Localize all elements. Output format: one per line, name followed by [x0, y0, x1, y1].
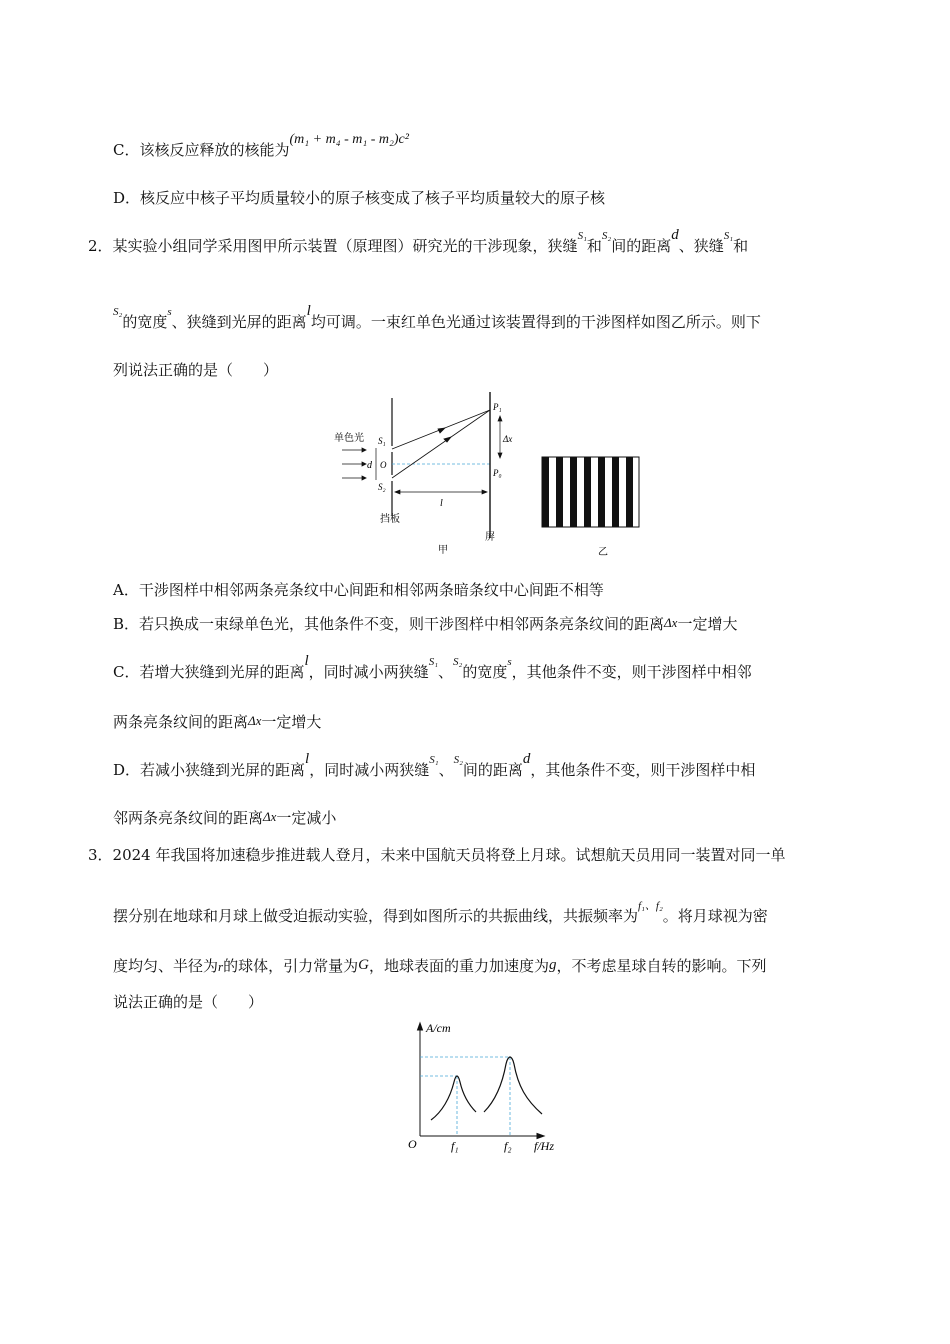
option-text: 、: [438, 761, 454, 779]
symbol-s2: S₂: [113, 306, 123, 318]
s2-label: S₂: [378, 482, 386, 492]
option-text: 核反应中核子平均质量较小的原子核变成了核子平均质量较大的原子核: [140, 189, 606, 207]
x-axis-label: f/Hz: [534, 1139, 555, 1153]
option-text: ，其他条件不变，则干涉图样中相: [530, 761, 756, 779]
stem-text: 2024 年我国将加速稳步推进载人登月，未来中国航天员将登上月球。试想航天员用同一装置对同一单: [112, 846, 786, 864]
stem-text: 和: [586, 237, 602, 255]
option-text: ，同时减小两狭缝: [309, 761, 430, 779]
symbol-d: d: [522, 751, 531, 767]
symbol-l: l: [304, 653, 309, 669]
symbol-s1: S₁: [428, 656, 439, 668]
dx-label: Δx: [503, 434, 513, 444]
q2-stem-line2: [113, 303, 761, 334]
option-text: 的宽度: [462, 663, 508, 681]
symbol-dx: Δx: [263, 809, 277, 824]
question-number: 2．: [88, 237, 113, 255]
stem-text: 、狭缝: [678, 237, 724, 255]
option-label: C．: [113, 663, 140, 681]
symbol-s: s: [507, 656, 512, 668]
q2-stem-line1: [88, 227, 749, 258]
light-label: 单色光: [334, 433, 364, 444]
stem-text: 说法正确的是（ ）: [113, 993, 264, 1011]
option-text: 一定减小: [276, 809, 337, 827]
p1-label: P₁: [493, 402, 502, 412]
s1-label: S₁: [378, 436, 386, 446]
q3-stem-line4: [113, 992, 263, 1012]
stem-text: 某实验小组同学采用图甲所示装置（原理图）研究光的干涉现象，狭缝: [112, 237, 578, 255]
option-text: 邻两条亮条纹间的距离: [113, 809, 264, 827]
symbol-s: s: [167, 306, 172, 318]
moon-resonance-curve: [431, 1076, 476, 1120]
option-text: 干涉图样中相邻两条亮条纹中心间距和相邻两条暗条纹中心间距不相等: [138, 581, 604, 599]
q2-option-a: [113, 580, 604, 600]
screen-label: 屏: [485, 532, 495, 543]
caption-jia: 甲: [438, 545, 448, 556]
symbol-g: g: [548, 957, 557, 973]
formula: (m₁ + m₄ - m₁ - m₂)c²: [289, 132, 409, 147]
symbol-s1: S₁: [723, 230, 734, 242]
option-text: 、: [438, 663, 454, 681]
fringe-pattern: [542, 457, 639, 527]
p0-label: P₀: [493, 468, 502, 478]
symbol-l: l: [306, 303, 311, 319]
stem-text: 的宽度: [122, 313, 168, 331]
option-text: 若只换成一束绿单色光，其他条件不变，则干涉图样中相邻两条亮条纹间的距离: [139, 615, 665, 633]
stem-text: 、狭缝到光屏的距离: [171, 313, 307, 331]
f1-label: f₁: [451, 1139, 459, 1153]
stem-text: 均可调。一束红单色光通过该装置得到的干涉图样如图乙所示。则下: [310, 313, 761, 331]
stem-text: 摆分别在地球和月球上做受迫振动实验，得到如图所示的共振曲线，共振频率为: [113, 907, 639, 925]
option-text: 一定增大: [677, 615, 738, 633]
option-label: C．: [113, 141, 140, 159]
q2-option-c: [113, 653, 752, 684]
l-label: l: [440, 498, 443, 509]
resonance-curve-figure: [400, 1020, 575, 1155]
option-text: 若增大狭缝到光屏的距离: [139, 663, 305, 681]
axes: [418, 1023, 545, 1139]
option-label: A．: [113, 581, 139, 599]
q3-stem-line1: [88, 845, 786, 865]
q2-option-c-cont: [113, 712, 321, 733]
baffle-label: 挡板: [380, 514, 400, 525]
f2-label: f₂: [504, 1139, 512, 1153]
option-text: 该核反应释放的核能为: [139, 141, 290, 159]
option-text: ，同时减小两狭缝: [308, 663, 429, 681]
o-label: O: [380, 460, 387, 470]
stem-text: ，不考虑星球自转的影响。下列: [556, 957, 767, 975]
stem-text: ，地球表面的重力加速度为: [368, 957, 549, 975]
earth-resonance-curve: [484, 1057, 542, 1114]
caption-yi: 乙: [598, 547, 608, 558]
symbol-s1: S₁: [577, 230, 587, 242]
rays: [392, 410, 490, 478]
stem-text: 。将月球视为密: [662, 907, 768, 925]
question-number: 3．: [88, 846, 113, 864]
option-text: 一定增大: [261, 713, 322, 731]
l-dimension: [395, 490, 487, 494]
option-text: 间的距离: [462, 761, 523, 779]
y-axis-label: A/cm: [426, 1021, 451, 1035]
symbol-d: d: [671, 227, 679, 243]
option-text: 若减小狭缝到光屏的距离: [140, 761, 306, 779]
option-label: B．: [113, 615, 140, 633]
option-text: 两条亮条纹间的距离: [113, 713, 249, 731]
symbol-dx: Δx: [248, 713, 262, 728]
q1-option-d: [113, 188, 605, 208]
stem-text: 间的距离: [611, 237, 672, 255]
interference-figure: [320, 388, 650, 563]
dx-dimension: [498, 416, 502, 458]
q2-option-b: [113, 614, 737, 635]
q1-option-c: [113, 132, 409, 162]
symbol-s2: S₂: [453, 656, 463, 668]
stem-text: 列说法正确的是（ ）: [113, 361, 279, 379]
q2-option-d: [113, 751, 756, 782]
q3-stem-line2: [113, 900, 768, 928]
stem-text: 度均匀、半径为: [113, 957, 219, 975]
symbol-dx: Δx: [664, 615, 678, 630]
symbol-G: G: [358, 957, 369, 973]
symbol-l: l: [305, 751, 310, 767]
symbol-s1: S₁: [429, 754, 439, 766]
light-arrows: [342, 448, 366, 480]
option-text: ，其他条件不变，则干涉图样中相邻: [511, 663, 752, 681]
stem-text: 和: [733, 237, 749, 255]
symbol-s2: S₂: [453, 754, 463, 766]
q2-stem-line3: [113, 360, 278, 380]
stem-text: 的球体，引力常量为: [223, 957, 359, 975]
origin-label: O: [408, 1137, 417, 1151]
symbol-f1-f2: f₁、f₂: [638, 900, 663, 912]
d-label: d: [367, 460, 372, 471]
symbol-r: r: [218, 959, 224, 974]
q2-option-d-cont: [113, 808, 336, 829]
option-label: D．: [113, 189, 141, 207]
option-label: D．: [113, 761, 141, 779]
symbol-s2: S₂: [601, 230, 612, 242]
q3-stem-line3: [113, 956, 766, 977]
